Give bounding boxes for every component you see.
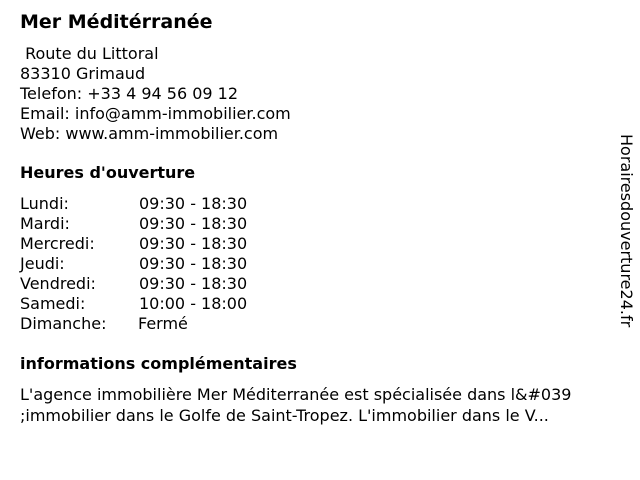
hours-row-saturday	[20, 294, 280, 314]
hours-row-wednesday	[20, 234, 280, 254]
time-range: 10:00 - 18:00	[139, 294, 248, 313]
day-label: Mercredi:	[20, 234, 95, 253]
time-range: 09:30 - 18:30	[139, 194, 248, 213]
hours-row-tuesday	[20, 214, 280, 234]
street-address: Route du Littoral	[20, 44, 159, 63]
day-label: Vendredi:	[20, 274, 96, 293]
site-watermark: Horairesdouverture24.fr	[617, 134, 636, 328]
additional-info-text	[20, 384, 620, 426]
time-range: 09:30 - 18:30	[139, 254, 248, 273]
phone-number: Telefon: +33 4 94 56 09 12	[20, 84, 239, 103]
day-label: Lundi:	[20, 194, 69, 213]
hours-row-sunday	[20, 314, 280, 334]
time-range: 09:30 - 18:30	[139, 214, 248, 233]
time-range: 09:30 - 18:30	[139, 234, 248, 253]
website-address: Web: www.amm-immobilier.com	[20, 124, 279, 143]
business-name: Mer Méditérranée	[20, 11, 213, 33]
description-line: L'agence immobilière Mer Méditerranée est spécialisée dans l&#039	[20, 385, 572, 404]
opening-hours-table	[20, 194, 280, 334]
day-label: Jeudi:	[20, 254, 65, 273]
hours-row-thursday	[20, 254, 280, 274]
time-range: 09:30 - 18:30	[139, 274, 248, 293]
contact-block	[20, 44, 291, 144]
day-label: Dimanche:	[20, 314, 107, 333]
hours-row-friday	[20, 274, 280, 294]
time-range: Fermé	[138, 314, 188, 333]
description-line: ;immobilier dans le Golfe de Saint-Tropez. L'immobilier dans le V...	[20, 406, 549, 425]
postal-city: 83310 Grimaud	[20, 64, 146, 83]
additional-info-heading: informations complémentaires	[20, 354, 297, 373]
email-address: Email: info@amm-immobilier.com	[20, 104, 291, 123]
hours-row-monday	[20, 194, 280, 214]
day-label: Mardi:	[20, 214, 70, 233]
day-label: Samedi:	[20, 294, 86, 313]
opening-hours-heading: Heures d'ouverture	[20, 163, 196, 182]
